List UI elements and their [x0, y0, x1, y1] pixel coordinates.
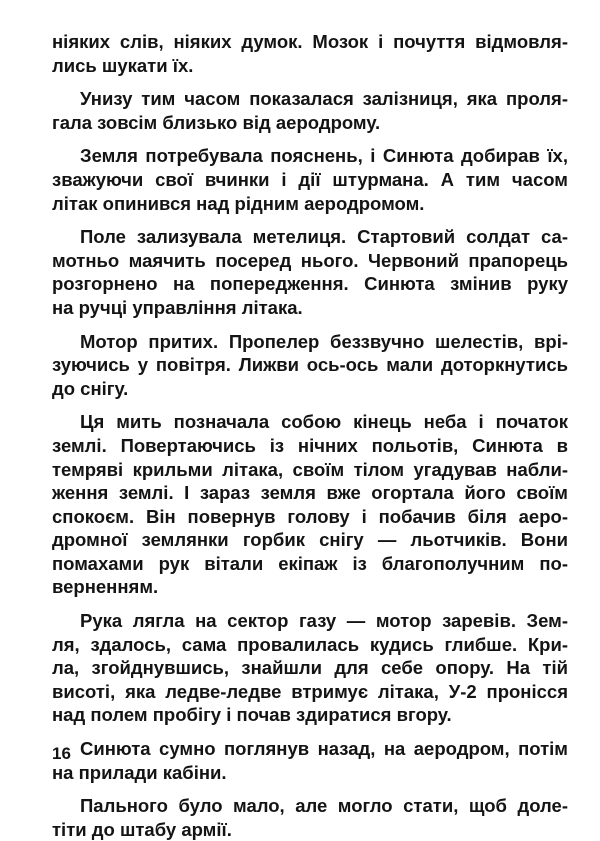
text-line: розгорнено на попередження. Синюта змінив руку	[52, 273, 568, 295]
text-line: дромної землянки горбик снігу — льотчиків. Вони	[52, 529, 568, 551]
paragraph	[52, 225, 568, 319]
paragraph	[52, 87, 568, 134]
text-line: верненням.	[52, 576, 159, 598]
text-line: Синюта сумно поглянув назад, на аеродром, потім	[80, 738, 568, 760]
paragraph	[52, 144, 568, 215]
text-line: над полем пробігу і почав здиратися вгору.	[52, 704, 452, 726]
text-line: ження землі. І зараз земля вже огортала його своїм	[52, 482, 568, 504]
text-line: Поле зализувала метелиця. Стартовий солдат са-	[80, 226, 568, 248]
paragraph	[52, 410, 568, 599]
text-line: висоті, яка ледве-ледве втримує літака, У-2 пронісся	[52, 680, 568, 702]
text-line: на прилади кабіни.	[52, 761, 227, 783]
body-text	[52, 30, 568, 841]
page-number: 16	[52, 744, 71, 763]
paragraph	[52, 609, 568, 727]
text-line: до снігу.	[52, 377, 129, 399]
text-line: ля, здалось, сама провалилась кудись глибше. Кри-	[52, 633, 568, 655]
paragraph	[52, 794, 568, 841]
text-line: темряві крильми літака, своїм тілом угадував набли-	[52, 458, 568, 480]
text-line: Мотор притих. Пропелер беззвучно шелестів, врі-	[80, 330, 568, 352]
paragraph	[52, 737, 568, 784]
text-line: на ручці управління літака.	[52, 296, 303, 318]
text-line: спокоєм. Він повернув голову і побачив біля аеро-	[52, 505, 568, 527]
text-line: помахами рук вітали екіпаж із благополучним по-	[52, 552, 568, 574]
text-line: Рука лягла на сектор газу — мотор заревів. Зем-	[80, 610, 568, 632]
text-line: літак опинився над рідним аеродромом.	[52, 192, 425, 214]
text-line: Унизу тим часом показалася залізниця, яка проля-	[80, 88, 568, 110]
text-line: ніяких слів, ніяких думок. Мозок і почуття відмовля-	[52, 31, 568, 52]
text-line: мотньо маячить посеред нього. Червоний прапорець	[52, 249, 568, 271]
text-line: тіти до штабу армії.	[52, 818, 232, 840]
text-line: Пального було мало, але могло стати, щоб доле-	[80, 795, 568, 817]
text-line: лись шукати їх.	[52, 54, 194, 76]
paragraph	[52, 330, 568, 401]
text-line: Ця мить позначала собою кінець неба і початок	[80, 411, 568, 433]
text-line: гала зовсім близько від аеродрому.	[52, 111, 381, 133]
text-line: землі. Повертаючись із нічних польотів, Синюта в	[52, 434, 568, 456]
paragraph	[52, 30, 568, 77]
text-line: зважуючи свої вчинки і дії штурмана. А тим часом	[52, 168, 568, 190]
text-line: Земля потребувала пояснень, і Синюта добирав їх,	[80, 145, 568, 167]
text-line: ла, згойднувшись, знайшли для себе опору. На тій	[52, 657, 568, 679]
text-line: зуючись у повітря. Лижви ось-ось мали доторкнутись	[52, 354, 568, 376]
